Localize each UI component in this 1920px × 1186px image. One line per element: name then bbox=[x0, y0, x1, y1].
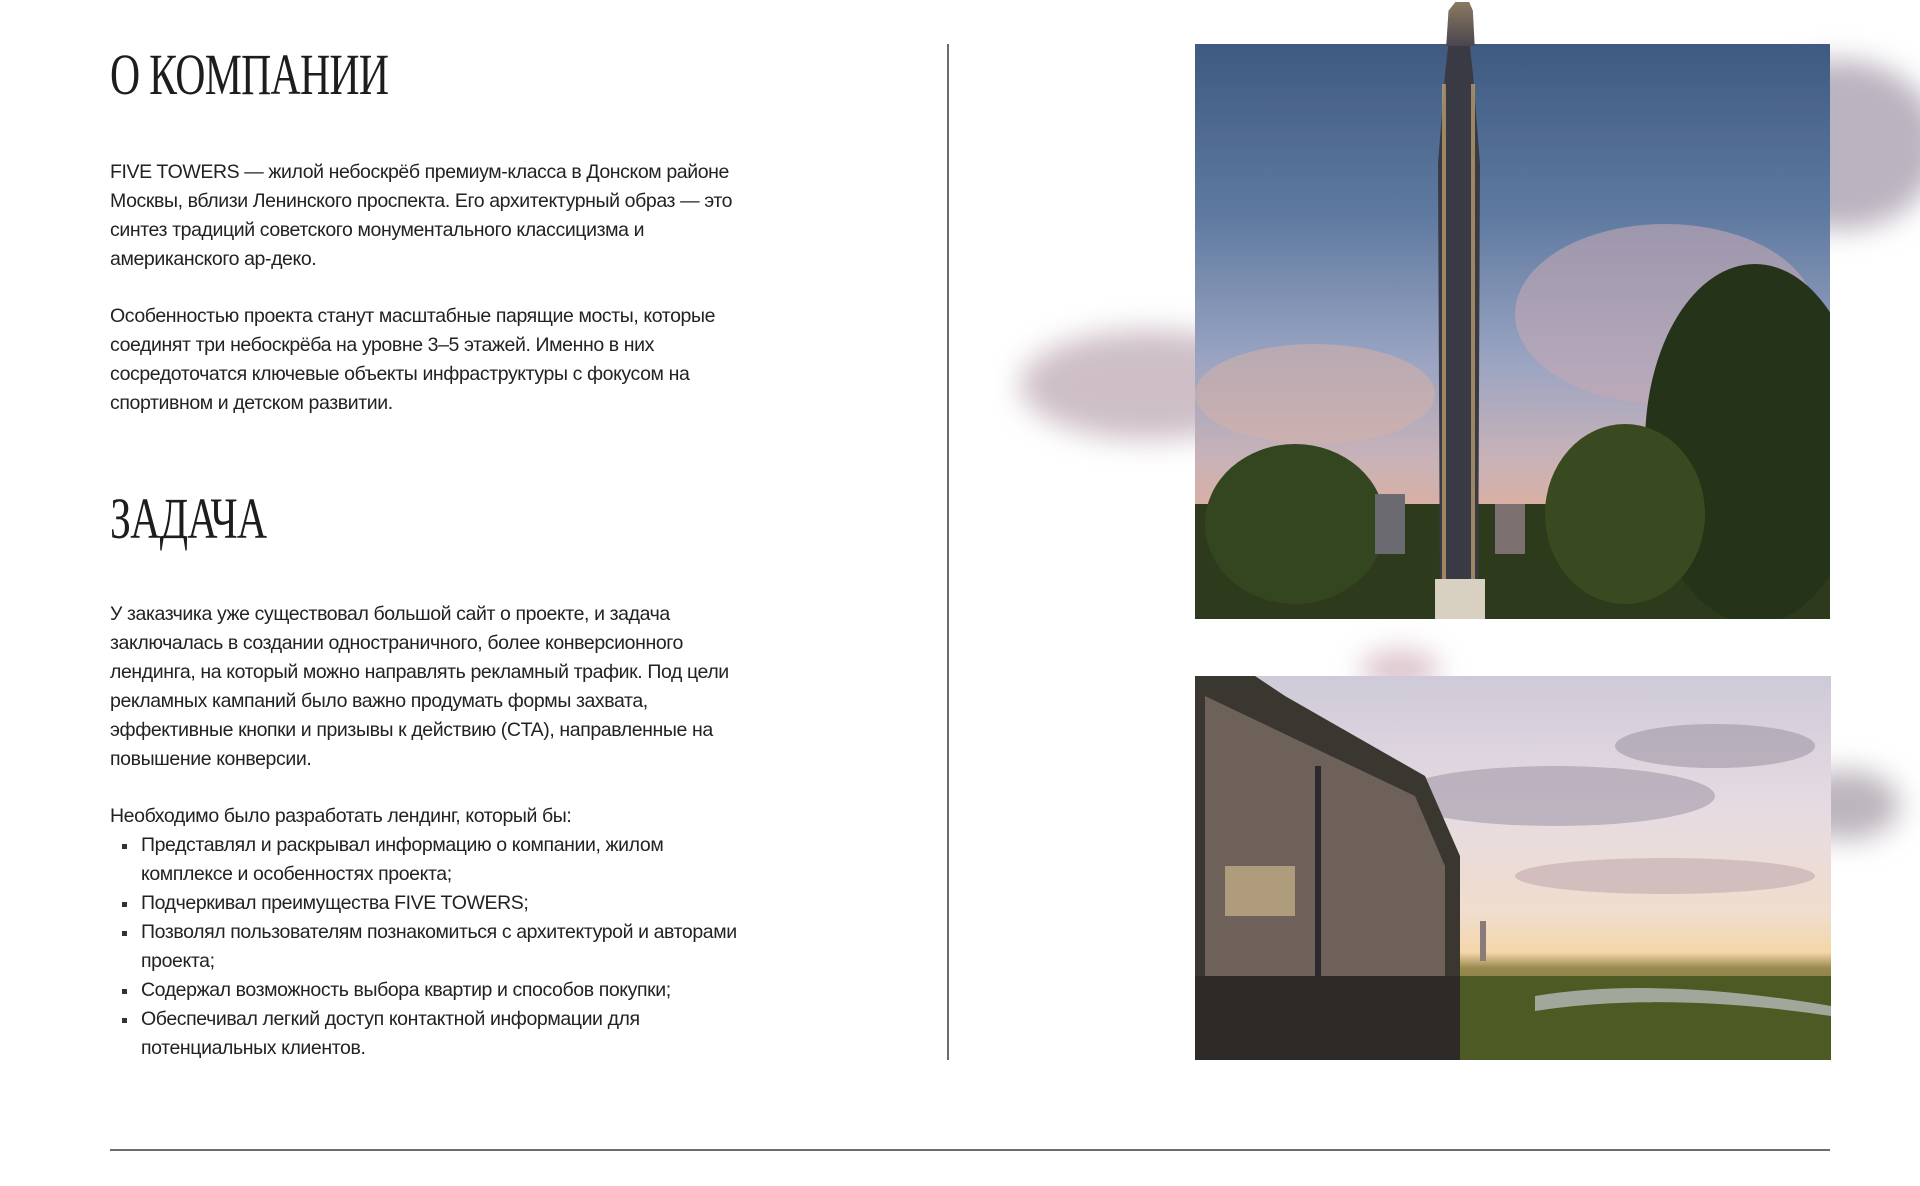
list-item-text: Позволял пользователям познакомиться с архитектурой и авторами проекта; bbox=[141, 921, 737, 972]
penthouse-photo bbox=[1195, 676, 1831, 1060]
about-heading: О КОМПАНИИ bbox=[110, 42, 389, 107]
list-item-text: Обеспечивал легкий доступ контактной информации для потенциальных клиентов. bbox=[141, 1008, 640, 1059]
task-paragraph: У заказчика уже существовал большой сайт о проекте, и задача заключалась в создании одностраничного, более конверсионного лендинга, на который можно направлять рекламный трафик. Под цели рекламных кампаний было важно продумать формы захвата, эффективные кнопки и призывы к действию (CTA), направленные на повышение конверсии. bbox=[110, 603, 729, 770]
task-list-intro: Необходимо было разработать лендинг, который бы: bbox=[110, 805, 572, 827]
list-item-text: Подчеркивал преимущества FIVE TOWERS; bbox=[141, 892, 529, 914]
vertical-divider bbox=[947, 44, 949, 1060]
list-item-text: Представлял и раскрывал информацию о компании, жилом комплексе и особенностях проекта; bbox=[141, 834, 664, 885]
list-item bbox=[110, 889, 750, 918]
bullet-icon bbox=[122, 989, 127, 994]
list-item-text: Содержал возможность выбора квартир и способов покупки; bbox=[141, 979, 671, 1001]
task-requirements-list bbox=[110, 831, 750, 1063]
about-paragraph: FIVE TOWERS — жилой небоскрёб премиум-класса в Донском районе Москвы, вблизи Ленинского проспекта. Его архитектурный образ — это синтез традиций советского монументального классицизма и американского ар-деко. bbox=[110, 161, 733, 270]
list-item bbox=[110, 1005, 750, 1063]
section-bottom-rule bbox=[110, 1149, 1830, 1151]
bullet-icon bbox=[122, 844, 127, 849]
bullet-icon bbox=[122, 1018, 127, 1023]
list-item bbox=[110, 976, 750, 1005]
about-paragraph: Особенностью проекта станут масштабные парящие мосты, которые соединят три небоскрёба на уровне 3–5 этажей. Именно в них сосредоточатся ключевые объекты инфраструктуры с фокусом на спортивном и детском развитии. bbox=[110, 305, 716, 414]
tower-spire bbox=[1437, 2, 1483, 46]
penthouse-illustration bbox=[1195, 676, 1831, 1060]
list-item bbox=[110, 831, 750, 889]
list-item bbox=[110, 918, 750, 976]
bullet-icon bbox=[122, 931, 127, 936]
bullet-icon bbox=[122, 902, 127, 907]
task-heading: ЗАДАЧА bbox=[110, 486, 267, 551]
tower-illustration bbox=[1195, 44, 1830, 619]
tower-photo bbox=[1195, 44, 1830, 619]
